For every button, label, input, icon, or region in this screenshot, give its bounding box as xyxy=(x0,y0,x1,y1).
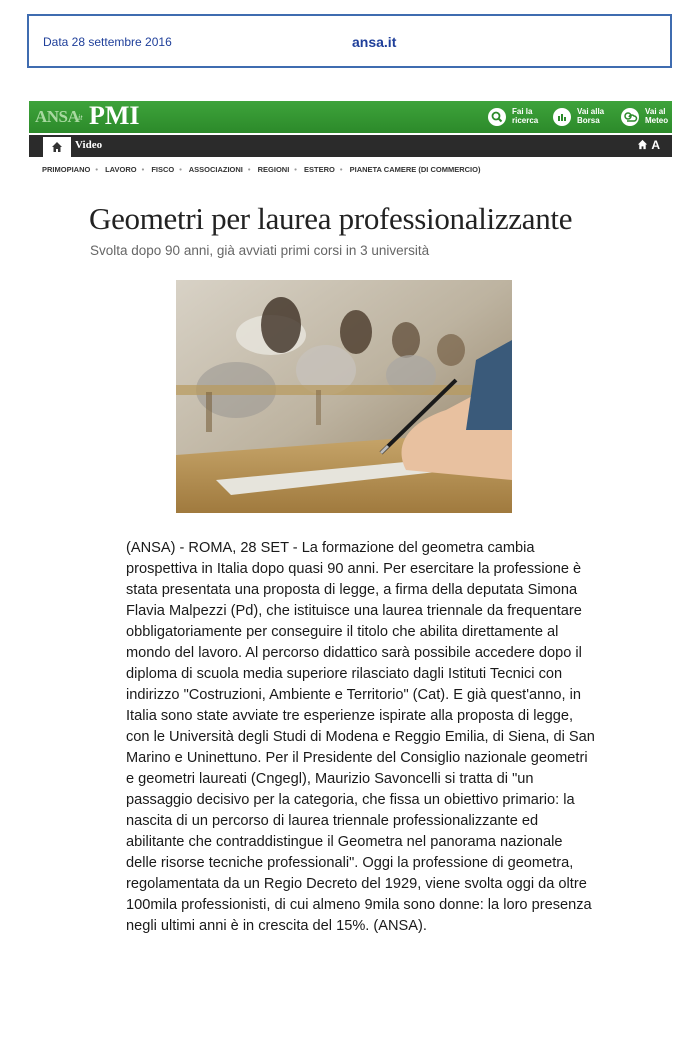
exam-photo-illustration xyxy=(176,280,512,513)
clipping-source: ansa.it xyxy=(352,34,397,50)
clipping-header xyxy=(27,14,672,68)
borsa-tool[interactable] xyxy=(553,106,613,128)
search-icon xyxy=(488,108,506,126)
text-size-label: A xyxy=(651,138,660,152)
clipping-date: Data 28 settembre 2016 xyxy=(43,35,172,49)
site-header xyxy=(29,101,672,133)
separator: • xyxy=(247,165,251,174)
section-estero[interactable]: ESTERO xyxy=(304,165,335,174)
weather-icon xyxy=(621,108,639,126)
section-regioni[interactable]: REGIONI xyxy=(257,165,290,174)
separator: • xyxy=(339,165,343,174)
logo-it: it xyxy=(78,113,83,122)
search-tool-label: Fai la ricerca xyxy=(512,107,539,125)
nav-video-link[interactable]: Video xyxy=(75,139,103,151)
article-photo xyxy=(176,280,512,513)
separator: • xyxy=(294,165,297,174)
separator: • xyxy=(141,165,145,174)
nav-home-text-toggle[interactable] xyxy=(637,138,660,152)
logo-ansa[interactable]: ANSA xyxy=(35,107,80,126)
search-tool[interactable] xyxy=(488,106,548,128)
meteo-tool[interactable] xyxy=(621,106,671,128)
borsa-tool-label: Vai alla Borsa xyxy=(577,107,605,125)
meteo-tool-label: Vai al Meteo xyxy=(645,107,669,125)
section-primopiano[interactable]: PRIMOPIANO xyxy=(42,165,91,174)
logo-pmi[interactable]: PMI xyxy=(89,101,140,130)
section-lavoro[interactable]: LAVORO xyxy=(105,165,137,174)
section-fisco[interactable]: FISCO xyxy=(151,165,175,174)
section-menu xyxy=(42,165,485,174)
article-headline: Geometri per laurea professionalizzante xyxy=(89,201,573,236)
section-pianeta-camere[interactable]: PIANETA CAMERE (DI COMMERCIO) xyxy=(349,165,481,174)
chart-icon xyxy=(553,108,571,126)
home-small-icon xyxy=(637,139,648,150)
home-icon[interactable] xyxy=(43,137,71,157)
article-subheadline: Svolta dopo 90 anni, già avviati primi corsi in 3 università xyxy=(90,243,430,258)
separator: • xyxy=(179,165,182,174)
section-associazioni[interactable]: ASSOCIAZIONI xyxy=(188,165,243,174)
main-nav xyxy=(29,135,672,157)
separator: • xyxy=(95,165,98,174)
article-body: (ANSA) - ROMA, 28 SET - La formazione del geometra cambia prospettiva in Italia dopo quasi 90 anni. Per esercitare la professione è stata presentata una proposta di legge, a firma della deputata Simona Flavia Malpezzi (Pd), che istituisce una laurea triennale da frequentare obbligatoriamente per conseguire il titolo che abilita direttamente al mondo del lavoro. Al percorso didattico sarà possibile accedere dopo il diploma di scuola media superiore rilasciato dagli Istituti Tecnici con indirizzo "Costruzioni, Ambiente e Territorio" (Cat). E già quest'anno, in Italia sono state avviate tre esperienze ispirate alla proposta di legge, con le Università degli Studi di Modena e Reggio Emilia, di Siena, di San Marino e Uninettuno. Per il Presidente del Consiglio nazionale geometri e geometri laureati (Cngegl), Maurizio Savoncelli si tratta di "un passaggio decisivo per la categoria, che fissa un obiettivo primario: la nascita di un percorso di laurea triennale professionalizzante ed abilitante che contraddistingue il Geometra nel panorama nazionale delle risorse tecniche professionali". Oggi la professione di geometra, regolamentata da un Regio Decreto del 1929, viene svolta oggi da oltre 100mila professionisti, di cui almeno 9mila sono donne: la loro presenza negli ultimi anni è in crescita del 15%. (ANSA). xyxy=(126,540,595,934)
